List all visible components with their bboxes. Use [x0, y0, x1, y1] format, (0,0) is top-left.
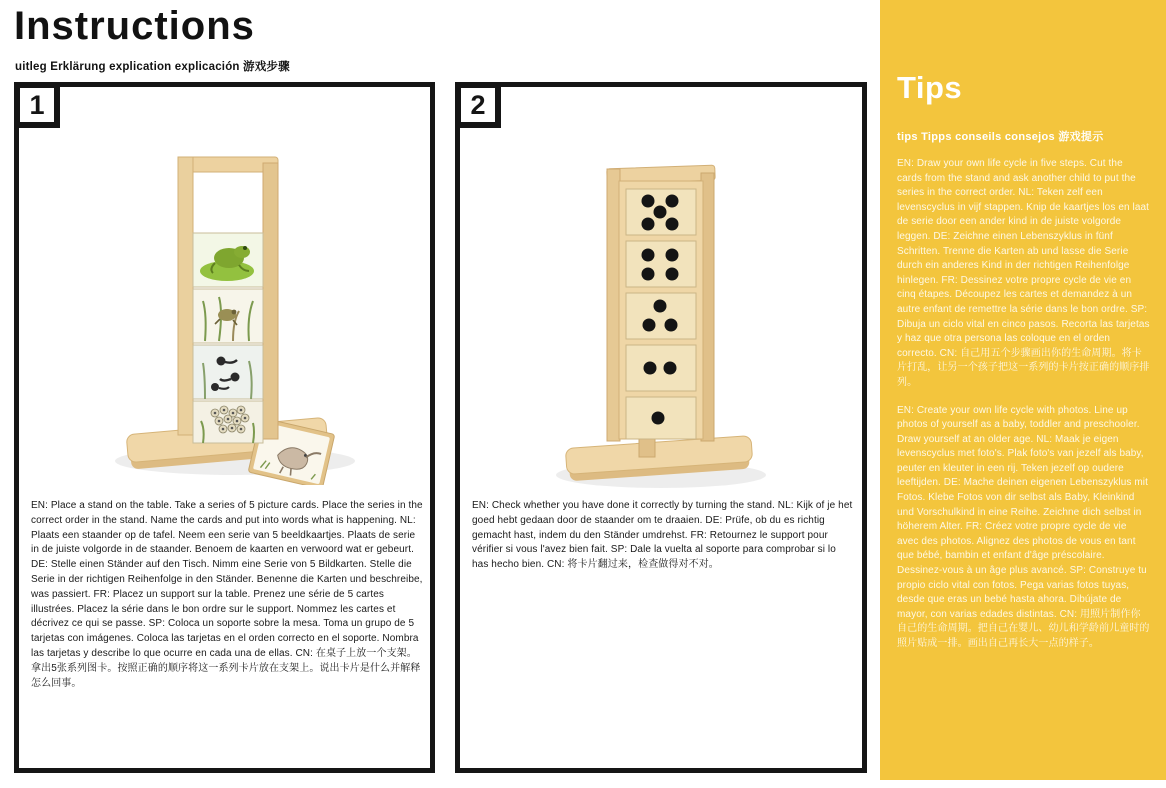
tips-title: Tips — [897, 70, 963, 105]
froglet-card — [193, 289, 263, 343]
tadpole-card — [193, 345, 263, 399]
step-2-panel — [455, 82, 867, 773]
frame-right-upright — [263, 163, 278, 439]
step-2-illustration — [460, 145, 862, 495]
step-2-number-badge: 2 — [455, 82, 501, 128]
step-1-instruction-text: EN: Place a stand on the table. Take a series of 5 picture cards. Place the series in the correct order in the stand. Name the cards and put into words what is happening. NL: Plaats een staander op de tafel. Neem een serie van 5 beeldkaartjes. Plaats de serie in de juiste volgorde in de staander. Benoem de kaarten en verwoord wat er gebeurt. DE: Stelle einen Ständer auf den Tisch. Nimm eine Serie von 5 Bildkarten. Stelle die Serie in der richtigen Reihenfolge in den Ständer. Benenne die Karten und beschreibe, was passiert. FR: Placez un support sur la table. Prenez une série de 5 cartes illustrées. Placez la série dans le bon ordre sur le support. Nommez les cartes et décrivez ce qui se passe. SP: Coloca un soporte sobre la mesa. Toma un grupo de 5 tarjetas con imágenes. Coloca las tarjetas en el orden correcto en el soporte. Nombra las tarjetas y describe lo que ocurre en cada una de ellas. CN: 在桌子上放一个支架。拿出5张系列图卡。按照正确的顺序将这一系列卡片放在支架上。说出卡片是什么并解释怎么回事。 — [31, 500, 423, 689]
frame-left-upright — [178, 157, 193, 435]
step-1-number-badge: 1 — [14, 82, 60, 128]
dot-card-3 — [626, 293, 696, 339]
dot-card-1 — [626, 397, 696, 439]
picture-card-stack — [193, 233, 263, 443]
step-1-illustration — [19, 145, 430, 485]
wooden-stand-front-illustration — [75, 145, 375, 485]
step-2-instruction-text: EN: Check whether you have done it correctly by turning the stand. NL: Kijk of je het goed hebt gedaan door de staander om te draaien. DE: Prüfe, ob du es richtig gemacht hast, indem du den Ständer umdrehst. FR: Retournez le support pour vérifier si vous l'avez bien fait. SP: Dale la vuelta al soporte para comprobar si lo has hecho bien. CN: 将卡片翻过来，检查做得对不对。 — [472, 500, 853, 571]
tips-subtitle: tips Tipps conseils consejos 游戏提示 — [897, 131, 1104, 143]
tips-paragraph-draw-life-cycle: EN: Draw your own life cycle in five steps. Cut the cards from the stand and ask another child to put the series in the correct order. NL: Teken zelf een levenscyclus in vijf stappen. Knip de kaartjes los en laat de serie door een ander kind in de juiste volgorde leggen. DE: Zeichne einen Lebenszyklus in fünf Schritten. Trenne die Karten ab und lasse die Serie durch ein anderes Kind in der richtigen Reihenfolge hinlegen. FR: Dessinez votre propre cycle de vie en cinq étapes. Découpez les cartes et demandez à un autre enfant de remettre la série dans le bon ordre. SP: Dibuja un ciclo vital en cinco pasos. Recorta las tarjetas y haz que otra persona las coloque en el orden correcto. CN: 自己用五个步骤画出你的生命周期。将卡片打乱，让另一个孩子把这一系列的卡片按正确的顺序排列。 — [897, 158, 1150, 388]
step-1-panel — [14, 82, 435, 773]
frog-spawn-card — [193, 401, 263, 443]
wooden-stand-back-illustration — [511, 145, 811, 495]
page-title: Instructions — [14, 4, 255, 48]
tips-panel — [880, 0, 1166, 780]
page-subtitle: uitleg Erklärung explication explicación 游戏步骤 — [15, 61, 290, 73]
frame-left-upright — [607, 169, 620, 441]
dot-card-2 — [626, 345, 696, 391]
dot-card-4 — [626, 241, 696, 287]
tips-paragraph-photo-life-cycle: EN: Create your own life cycle with photos. Line up photos of yourself as a baby, toddler and preschooler. Draw yourself at an older age. NL: Maak je eigen levenscyclus met foto's. Plak foto's van jezelf als baby, peuter en kleuter in een rij. Teken jezelf op oudere leeftijden. DE: Mache deinen eigenen Lebenszyklus mit Fotos. Klebe Fotos von dir selbst als Baby, Kleinkind und Vorschulkind in eine Reihe. Zeichne dich selbst in höherem Alter. FR: Créez votre propre cycle de vie avec des photos. Alignez des photos de vous en tant que bébé, bambin et enfant d'âge préscolaire. Dessinez-vous à un âge plus avancé. SP: Construye tu propio ciclo vital con fotos. Pega varias fotos tuyas, desde que eras un bebé hasta ahora. Dibújate de mayor, con varias edades distintas. CN: 用照片制作你自己的生命周期。把自己在婴儿、幼儿和学龄前儿童时的照片贴成一排。画出自己再长大一点的样子。 — [897, 404, 1150, 649]
dot-card-stack — [626, 189, 696, 439]
dot-card-5 — [626, 189, 696, 235]
frog-card — [193, 233, 263, 287]
